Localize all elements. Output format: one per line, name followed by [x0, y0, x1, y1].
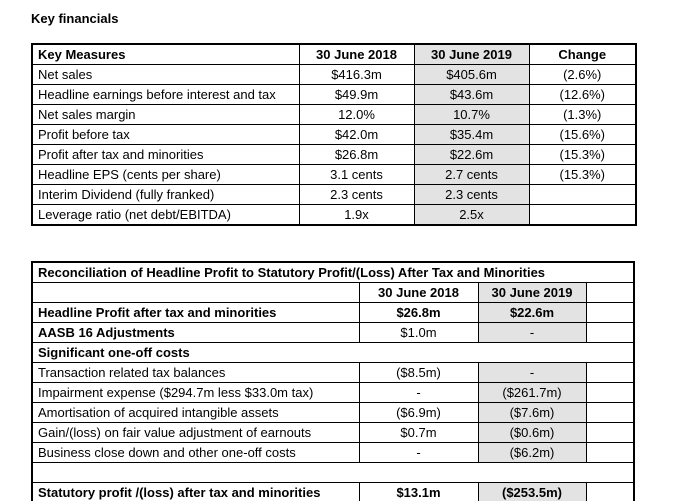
value-2019: -: [478, 363, 586, 383]
row-label: Profit after tax and minorities: [32, 145, 299, 165]
reconciliation-title-row: [32, 262, 634, 283]
column-header-2018: 30 June 2018: [299, 44, 414, 65]
empty-cell: [586, 483, 634, 501]
key-measures-table: [31, 43, 637, 226]
row-label: Gain/(loss) on fair value adjustment of earnouts: [32, 423, 359, 443]
value-2018: $416.3m: [299, 65, 414, 85]
table-row: [32, 125, 636, 145]
value-2019: ($6.2m): [478, 443, 586, 463]
empty-cell: [586, 323, 634, 343]
row-label: AASB 16 Adjustments: [32, 323, 359, 343]
value-2018: $1.0m: [359, 323, 478, 343]
column-header-change: Change: [529, 44, 636, 65]
empty-cell: [586, 303, 634, 323]
column-header-2019: 30 June 2019: [414, 44, 529, 65]
empty-cell: [586, 443, 634, 463]
value-2018: 3.1 cents: [299, 165, 414, 185]
row-label: Leverage ratio (net debt/EBITDA): [32, 205, 299, 226]
reconciliation-table: [31, 261, 635, 501]
value-2019: 2.3 cents: [414, 185, 529, 205]
value-change: (2.6%): [529, 65, 636, 85]
table-row: [32, 383, 634, 403]
table-row: [32, 363, 634, 383]
value-change: (12.6%): [529, 85, 636, 105]
table-row: [32, 105, 636, 125]
value-2019: $405.6m: [414, 65, 529, 85]
table-row: [32, 185, 636, 205]
row-label: Impairment expense ($294.7m less $33.0m tax): [32, 383, 359, 403]
empty-cell: [586, 423, 634, 443]
column-header-2019: 30 June 2019: [478, 283, 586, 303]
empty-cell: [586, 403, 634, 423]
row-label: Business close down and other one-off costs: [32, 443, 359, 463]
value-2018: $42.0m: [299, 125, 414, 145]
value-2019: -: [478, 323, 586, 343]
value-2018: $49.9m: [299, 85, 414, 105]
value-2019: $22.6m: [414, 145, 529, 165]
row-label: Net sales: [32, 65, 299, 85]
row-label: Amortisation of acquired intangible assets: [32, 403, 359, 423]
value-2018: $26.8m: [299, 145, 414, 165]
row-label: Headline earnings before interest and tax: [32, 85, 299, 105]
row-label: Profit before tax: [32, 125, 299, 145]
empty-cell: [586, 283, 634, 303]
value-2019: ($0.6m): [478, 423, 586, 443]
empty-cell: [586, 363, 634, 383]
row-label: Statutory profit /(loss) after tax and minorities: [32, 483, 359, 501]
value-change: (1.3%): [529, 105, 636, 125]
value-2018: 1.9x: [299, 205, 414, 226]
value-change: [529, 205, 636, 226]
headline-profit-row: [32, 303, 634, 323]
statutory-row: [32, 483, 634, 501]
column-header-2018: 30 June 2018: [359, 283, 478, 303]
value-2018: -: [359, 383, 478, 403]
reconciliation-title: Reconciliation of Headline Profit to Statutory Profit/(Loss) After Tax and Minorities: [32, 262, 634, 283]
value-2018: -: [359, 443, 478, 463]
value-2019: 2.7 cents: [414, 165, 529, 185]
row-label: Transaction related tax balances: [32, 363, 359, 383]
value-2018: $13.1m: [359, 483, 478, 501]
spacer-row: [32, 463, 634, 483]
value-2018: 2.3 cents: [299, 185, 414, 205]
value-2018: ($8.5m): [359, 363, 478, 383]
value-2019: $43.6m: [414, 85, 529, 105]
empty-cell: [32, 463, 634, 483]
value-2019: ($253.5m): [478, 483, 586, 501]
page-title: Key financials: [31, 11, 119, 26]
table-row: [32, 65, 636, 85]
value-2019: 10.7%: [414, 105, 529, 125]
empty-cell: [586, 383, 634, 403]
section-header-significant-costs: Significant one-off costs: [32, 343, 634, 363]
value-2018: $0.7m: [359, 423, 478, 443]
table-row: [32, 443, 634, 463]
row-label: Net sales margin: [32, 105, 299, 125]
empty-cell: [32, 283, 359, 303]
value-2019: 2.5x: [414, 205, 529, 226]
value-2019: ($261.7m): [478, 383, 586, 403]
column-header-measures: Key Measures: [32, 44, 299, 65]
value-change: (15.3%): [529, 145, 636, 165]
aasb16-row: [32, 323, 634, 343]
table-row: [32, 403, 634, 423]
value-change: (15.3%): [529, 165, 636, 185]
value-2019: $22.6m: [478, 303, 586, 323]
section-header-row: [32, 343, 634, 363]
table-row: [32, 205, 636, 226]
value-2018: 12.0%: [299, 105, 414, 125]
table-row: [32, 145, 636, 165]
table-header-row: [32, 44, 636, 65]
value-2018: $26.8m: [359, 303, 478, 323]
row-label: Headline Profit after tax and minorities: [32, 303, 359, 323]
table-row: [32, 85, 636, 105]
table-header-row: [32, 283, 634, 303]
value-2019: $35.4m: [414, 125, 529, 145]
value-2018: ($6.9m): [359, 403, 478, 423]
row-label: Interim Dividend (fully franked): [32, 185, 299, 205]
value-2019: ($7.6m): [478, 403, 586, 423]
value-change: (15.6%): [529, 125, 636, 145]
value-change: [529, 185, 636, 205]
row-label: Headline EPS (cents per share): [32, 165, 299, 185]
table-row: [32, 165, 636, 185]
table-row: [32, 423, 634, 443]
